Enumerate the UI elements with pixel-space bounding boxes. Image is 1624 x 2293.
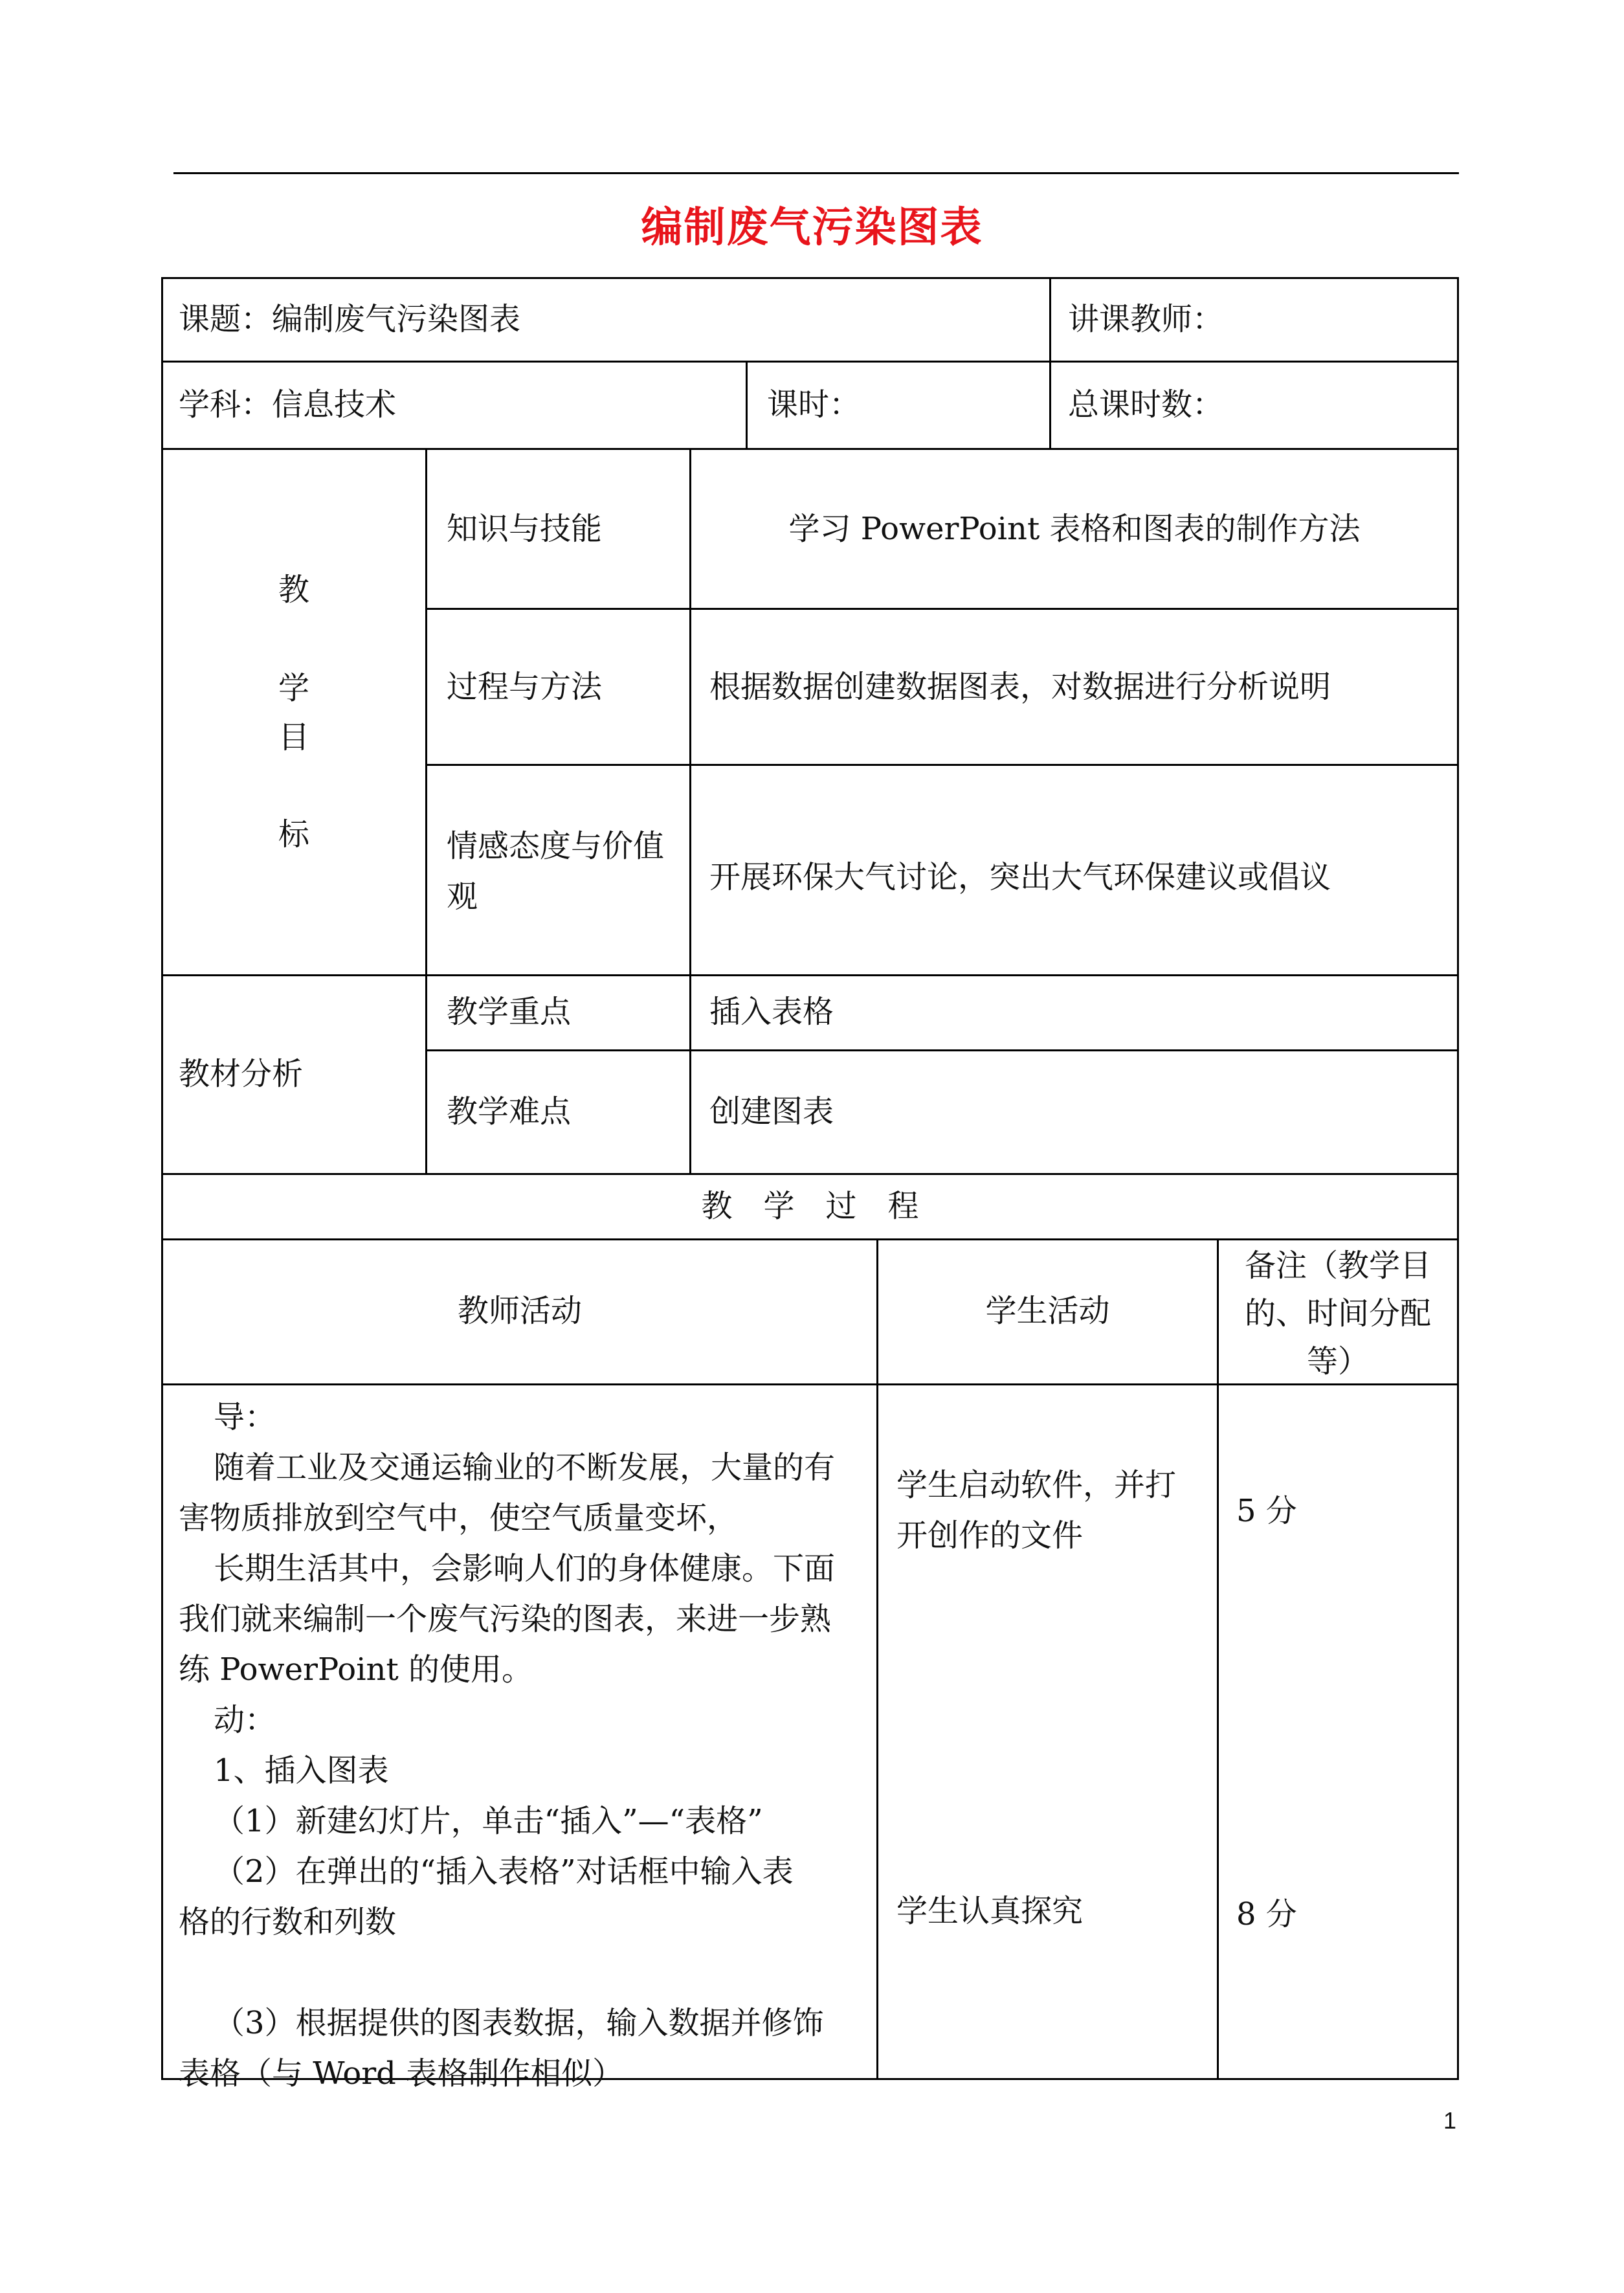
text-line: 开创作的文件	[896, 1517, 1084, 1554]
process-heading: 教 学 过 程	[701, 1188, 919, 1224]
text-line: 表格（与 Word 表格制作相似）	[179, 2055, 624, 2092]
table-rule	[876, 1238, 878, 2080]
header-rule	[173, 172, 1459, 174]
text-line: （1）新建幻灯片，单击“插入”—“表格”	[214, 1803, 763, 1839]
text-line: 害物质排放到空气中，使空气质量变坏，	[179, 1500, 739, 1536]
goals-label-char: 教	[278, 572, 310, 608]
text-line: 导：	[214, 1399, 276, 1435]
note-time-2: 8 分	[1236, 1896, 1297, 1932]
table-border-top	[161, 277, 1459, 279]
goals-label-char: 标	[278, 816, 310, 853]
col-notes-line: 的、时间分配	[1244, 1295, 1431, 1332]
analysis-label: 教材分析	[179, 1056, 304, 1092]
goals-label-char: 目	[278, 719, 310, 755]
text-line: （2）在弹出的“插入表格”对话框中输入表	[214, 1853, 794, 1890]
table-rule	[161, 448, 1459, 450]
table-rule	[161, 1173, 1459, 1175]
text-line: 格的行数和列数	[179, 1904, 397, 1940]
text-line: 我们就来编制一个废气污染的图表，来进一步熟	[179, 1601, 832, 1637]
text-line: 长期生活其中，会影响人们的身体健康。下面	[214, 1550, 836, 1587]
table-rule	[425, 448, 427, 1173]
table-rule	[161, 361, 1459, 363]
text-line: 学生启动软件，并打	[896, 1467, 1177, 1503]
table-rule	[427, 1049, 1459, 1051]
goal-knowledge-content: 学习 PowerPoint 表格和图表的制作方法	[788, 511, 1361, 547]
total-hours-cell: 总课时数：	[1068, 386, 1224, 423]
col-notes	[1219, 1242, 1457, 1385]
table-rule	[427, 764, 1459, 766]
table-rule	[161, 974, 1459, 976]
student-activity-1	[896, 1460, 1176, 1561]
teacher-cell: 讲课教师：	[1068, 301, 1224, 337]
difficulty-label: 教学难点	[447, 1093, 572, 1130]
table-rule	[689, 448, 691, 1173]
note-time-1: 5 分	[1236, 1493, 1297, 1529]
table-border-right	[1457, 277, 1459, 2080]
table-rule	[427, 608, 1459, 610]
text-line: （3）根据提供的图表数据，输入数据并修饰	[214, 2005, 824, 2041]
col-teacher-activity: 教师活动	[457, 1293, 582, 1329]
key-point-content: 插入表格	[709, 994, 834, 1030]
student-activity-2: 学生认真探究	[896, 1893, 1084, 1929]
page-number: 1	[1443, 2107, 1457, 2134]
goal-knowledge-label: 知识与技能	[447, 511, 603, 547]
topic-cell: 课题：编制废气污染图表	[179, 301, 521, 337]
goal-emotion-content: 开展环保大气讨论，突出大气环保建议或倡议	[709, 859, 1331, 895]
text-line: 1、插入图表	[214, 1752, 389, 1789]
key-point-label: 教学重点	[447, 994, 572, 1030]
text-line: 随着工业及交通运输业的不断发展，大量的有	[214, 1449, 836, 1486]
goal-emotion-label: 情感态度与价值	[447, 828, 665, 864]
blank-line	[179, 1947, 871, 1998]
table-rule	[1049, 277, 1051, 448]
goals-label-char: 学	[278, 670, 310, 706]
goal-emotion-label-cont: 观	[447, 878, 478, 915]
table-rule	[161, 1238, 1459, 1240]
document-title: 编制废气污染图表	[641, 204, 983, 252]
col-notes-line: 备注（教学目	[1244, 1247, 1431, 1284]
text-line: 动：	[214, 1702, 276, 1738]
text-line: 练 PowerPoint 的使用。	[179, 1651, 533, 1688]
goal-process-label: 过程与方法	[447, 669, 603, 705]
table-border-left	[161, 277, 163, 2080]
difficulty-content: 创建图表	[709, 1093, 834, 1130]
hours-cell: 课时：	[767, 386, 861, 423]
col-notes-line: 等）	[1306, 1343, 1369, 1380]
subject-cell: 学科：信息技术	[179, 386, 397, 423]
goal-process-content: 根据数据创建数据图表，对数据进行分析说明	[709, 669, 1331, 705]
teacher-activity-text	[179, 1392, 871, 2099]
col-student-activity: 学生活动	[985, 1293, 1110, 1329]
table-rule	[746, 361, 748, 448]
